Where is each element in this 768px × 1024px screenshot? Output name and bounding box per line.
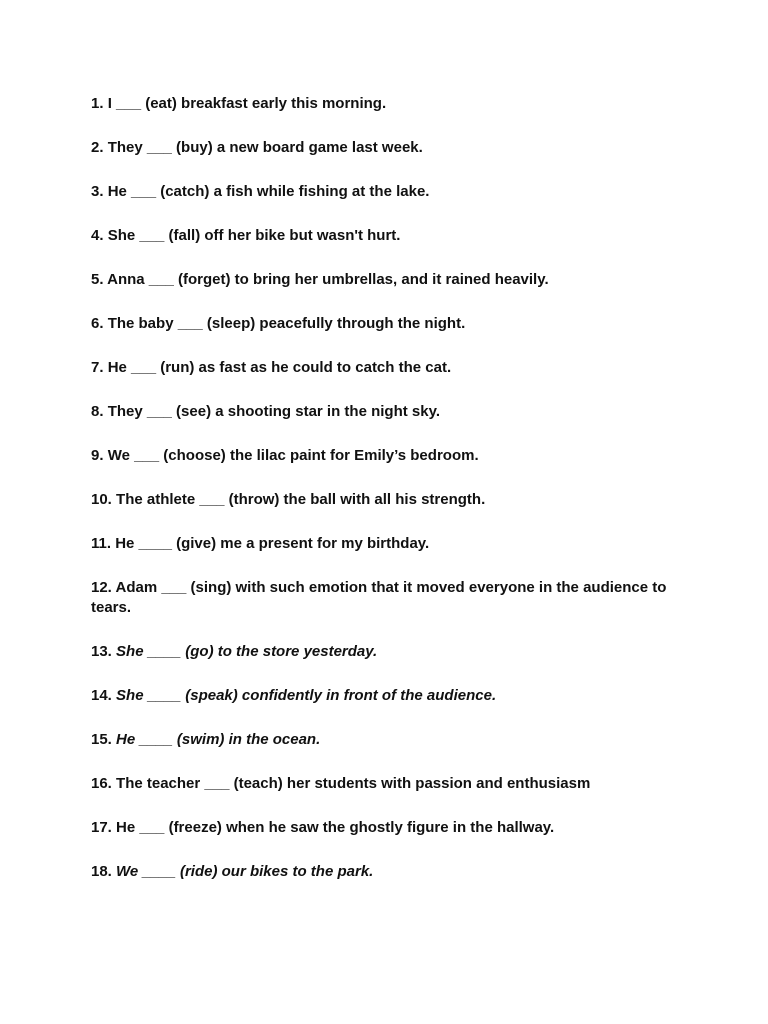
item-text: She ____ (speak) confidently in front of the audience. [116,687,497,704]
item-number: 1. [91,95,104,112]
exercise-item [91,358,708,378]
item-text: He ___ (freeze) when he saw the ghostly figure in the hallway. [116,819,555,836]
exercise-item [91,402,708,422]
item-number: 4. [91,227,104,244]
item-text: She ____ (go) to the store yesterday. [116,643,378,660]
exercise-item [91,182,708,202]
item-number: 16. [91,775,112,792]
item-text: I ___ (eat) breakfast early this morning. [107,95,387,112]
item-number: 14. [91,687,112,704]
exercise-item [91,138,708,158]
item-text: They ___ (buy) a new board game last week. [107,139,423,156]
exercise-item [91,642,708,662]
exercise-item [91,446,708,466]
item-number: 13. [91,643,112,660]
item-text: He ____ (swim) in the ocean. [116,731,321,748]
item-number: 6. [91,315,104,332]
exercise-list [91,94,708,882]
exercise-item [91,578,708,618]
item-text: He ___ (run) as fast as he could to catch the cat. [107,359,452,376]
item-text: She ___ (fall) off her bike but wasn't hurt. [107,227,401,244]
item-text: The athlete ___ (throw) the ball with all his strength. [116,491,486,508]
exercise-item [91,534,708,554]
item-text: Anna ___ (forget) to bring her umbrellas, and it rained heavily. [107,271,549,288]
exercise-item [91,270,708,290]
item-number: 17. [91,819,112,836]
item-text: The teacher ___ (teach) her students with passion and enthusiasm [116,775,591,792]
item-text: Adam ___ (sing) with such emotion that it moved everyone in the audience to tears. [91,579,667,616]
item-number: 3. [91,183,104,200]
item-number: 9. [91,447,104,464]
item-text: They ___ (see) a shooting star in the night sky. [107,403,440,420]
exercise-item [91,818,708,838]
exercise-item [91,686,708,706]
exercise-item [91,314,708,334]
item-number: 10. [91,491,112,508]
exercise-item [91,490,708,510]
exercise-item [91,862,708,882]
item-number: 15. [91,731,112,748]
exercise-item [91,730,708,750]
item-number: 11. [91,535,112,552]
exercise-item [91,774,708,794]
item-number: 8. [91,403,104,420]
exercise-item [91,94,708,114]
item-number: 12. [91,579,112,596]
exercise-item [91,226,708,246]
item-number: 2. [91,139,104,156]
item-number: 18. [91,863,112,880]
item-text: We ___ (choose) the lilac paint for Emily’s bedroom. [107,447,479,464]
item-text: The baby ___ (sleep) peacefully through the night. [107,315,466,332]
item-number: 7. [91,359,104,376]
item-text: He ____ (give) me a present for my birthday. [115,535,430,552]
item-number: 5. [91,271,104,288]
item-text: He ___ (catch) a fish while fishing at the lake. [107,183,430,200]
item-text: We ____ (ride) our bikes to the park. [116,863,374,880]
